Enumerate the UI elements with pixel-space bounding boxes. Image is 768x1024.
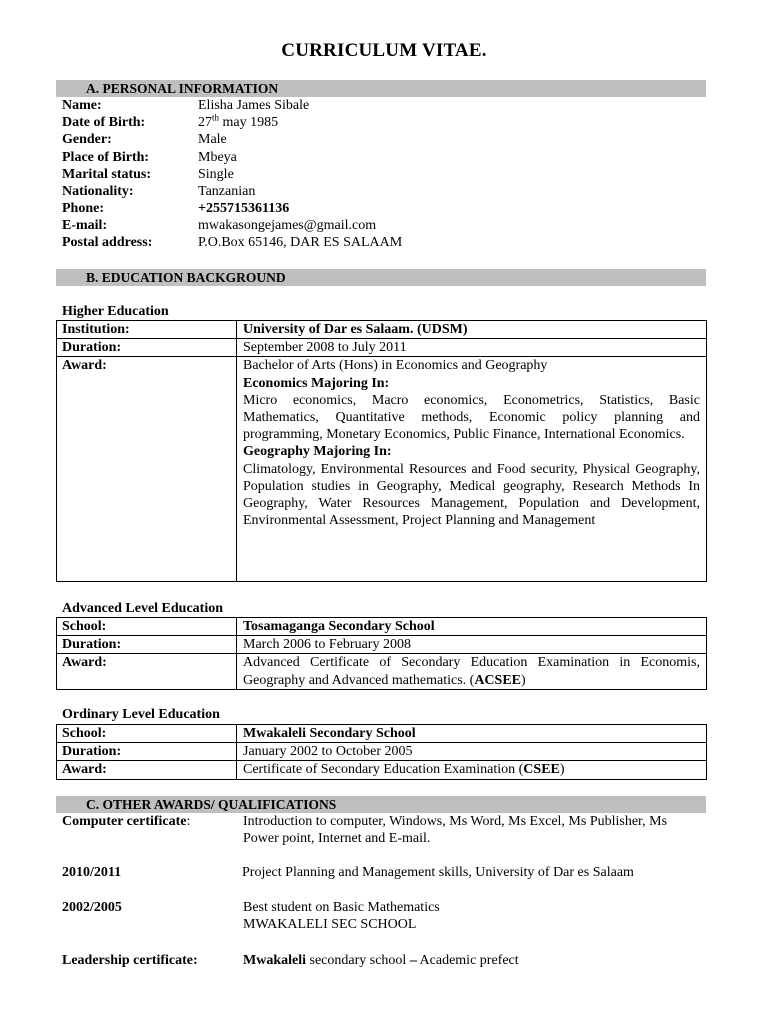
- phone-label: Phone:: [62, 201, 104, 216]
- award-value: Certificate of Secondary Education Examination (CSEE): [237, 761, 707, 779]
- leadership-certificate-label: Leadership certificate:: [62, 953, 198, 968]
- section-title: C. OTHER AWARDS/ QUALIFICATIONS: [86, 797, 337, 812]
- award-2002-label: 2002/2005: [62, 900, 122, 915]
- computer-certificate-label: Computer certificate:: [62, 814, 191, 829]
- postal-value: P.O.Box 65146, DAR ES SALAAM: [198, 235, 403, 250]
- marital-value: Single: [198, 167, 234, 182]
- ordinary-education-table: [56, 724, 707, 780]
- pob-value: Mbeya: [198, 150, 237, 165]
- geography-heading: Geography Majoring In:: [243, 444, 392, 460]
- award-value: Advanced Certificate of Secondary Education Examination in Economis, Geography and Advanced mathematics. (ACSEE): [237, 654, 707, 689]
- duration-value: March 2006 to February 2008: [237, 636, 707, 654]
- section-title: B. EDUCATION BACKGROUND: [86, 270, 286, 285]
- section-header-education: [56, 269, 706, 286]
- school-label: School:: [57, 618, 237, 636]
- award-cell: [237, 357, 707, 582]
- duration-label: Duration:: [57, 339, 237, 357]
- school-value: Mwakaleli Secondary School: [237, 725, 707, 743]
- computer-certificate-text: Introduction to computer, Windows, Ms Word, Ms Excel, Ms Publisher, Ms Power point, Internet and E-mail.: [243, 814, 668, 846]
- postal-label: Postal address:: [62, 235, 153, 250]
- award-value: Bachelor of Arts (Hons) in Economics and Geography: [243, 358, 548, 374]
- duration-value: January 2002 to October 2005: [237, 743, 707, 761]
- advanced-education-heading: Advanced Level Education: [62, 601, 224, 616]
- table-row: [57, 321, 707, 339]
- duration-label: Duration:: [57, 743, 237, 761]
- dob-value: 27th may 1985: [198, 112, 279, 130]
- institution-value: University of Dar es Salaam. (UDSM): [237, 321, 707, 339]
- table-row: [57, 743, 707, 761]
- gender-value: Male: [198, 132, 227, 147]
- phone-value: +255715361136: [198, 201, 290, 216]
- name-value: Elisha James Sibale: [198, 98, 310, 113]
- nationality-label: Nationality:: [62, 184, 134, 199]
- higher-education-heading: Higher Education: [62, 304, 169, 319]
- email-value: mwakasongejames@gmail.com: [198, 218, 377, 233]
- table-row: [57, 636, 707, 654]
- table-row: [57, 654, 707, 689]
- duration-label: Duration:: [57, 636, 237, 654]
- leadership-certificate-text: Mwakaleli secondary school – Academic prefect: [243, 953, 519, 968]
- institution-label: Institution:: [57, 321, 237, 339]
- section-title: A. PERSONAL INFORMATION: [86, 81, 279, 96]
- table-row: [57, 339, 707, 357]
- economics-text: Micro economics, Macro economics, Econometrics, Statistics, Basic Mathematics, Quantitative methods, Economic policy planning and programming, Monetary Economics, Public Finance, International Economics.: [243, 392, 700, 443]
- geography-text: Climatology, Environmental Resources and Food security, Physical Geography, Population studies in Geography, Medical geography, Research Methods In Geography, Water Resources Management, Population and Development, Environmental Assessment, Project Planning and Management: [243, 461, 700, 529]
- award-2002-text: Best student on Basic Mathematics MWAKALELI SEC SCHOOL: [243, 900, 440, 932]
- gender-label: Gender:: [62, 132, 112, 147]
- award-label: Award:: [57, 357, 237, 582]
- dob-label: Date of Birth:: [62, 115, 146, 130]
- nationality-value: Tanzanian: [198, 184, 256, 199]
- award-2010-label: 2010/2011: [62, 865, 122, 880]
- award-2010-text: Project Planning and Management skills, University of Dar es Salaam: [242, 865, 634, 880]
- school-value: Tosamaganga Secondary School: [237, 618, 707, 636]
- school-label: School:: [57, 725, 237, 743]
- table-row: [57, 761, 707, 779]
- ordinary-education-heading: Ordinary Level Education: [62, 707, 220, 722]
- table-row: [57, 357, 707, 582]
- economics-heading: Economics Majoring In:: [243, 375, 390, 391]
- name-label: Name:: [62, 98, 102, 113]
- document-title: CURRICULUM VITAE.: [281, 40, 487, 61]
- duration-value: September 2008 to July 2011: [237, 339, 707, 357]
- higher-education-table: [56, 320, 707, 582]
- section-header-other-awards: [56, 796, 706, 813]
- email-label: E-mail:: [62, 218, 108, 233]
- table-row: [57, 725, 707, 743]
- award-label: Award:: [57, 654, 237, 689]
- award-label: Award:: [57, 761, 237, 779]
- section-header-personal: [56, 80, 706, 97]
- advanced-education-table: [56, 617, 707, 690]
- pob-label: Place of Birth:: [62, 150, 150, 165]
- table-row: [57, 618, 707, 636]
- marital-label: Marital status:: [62, 167, 152, 182]
